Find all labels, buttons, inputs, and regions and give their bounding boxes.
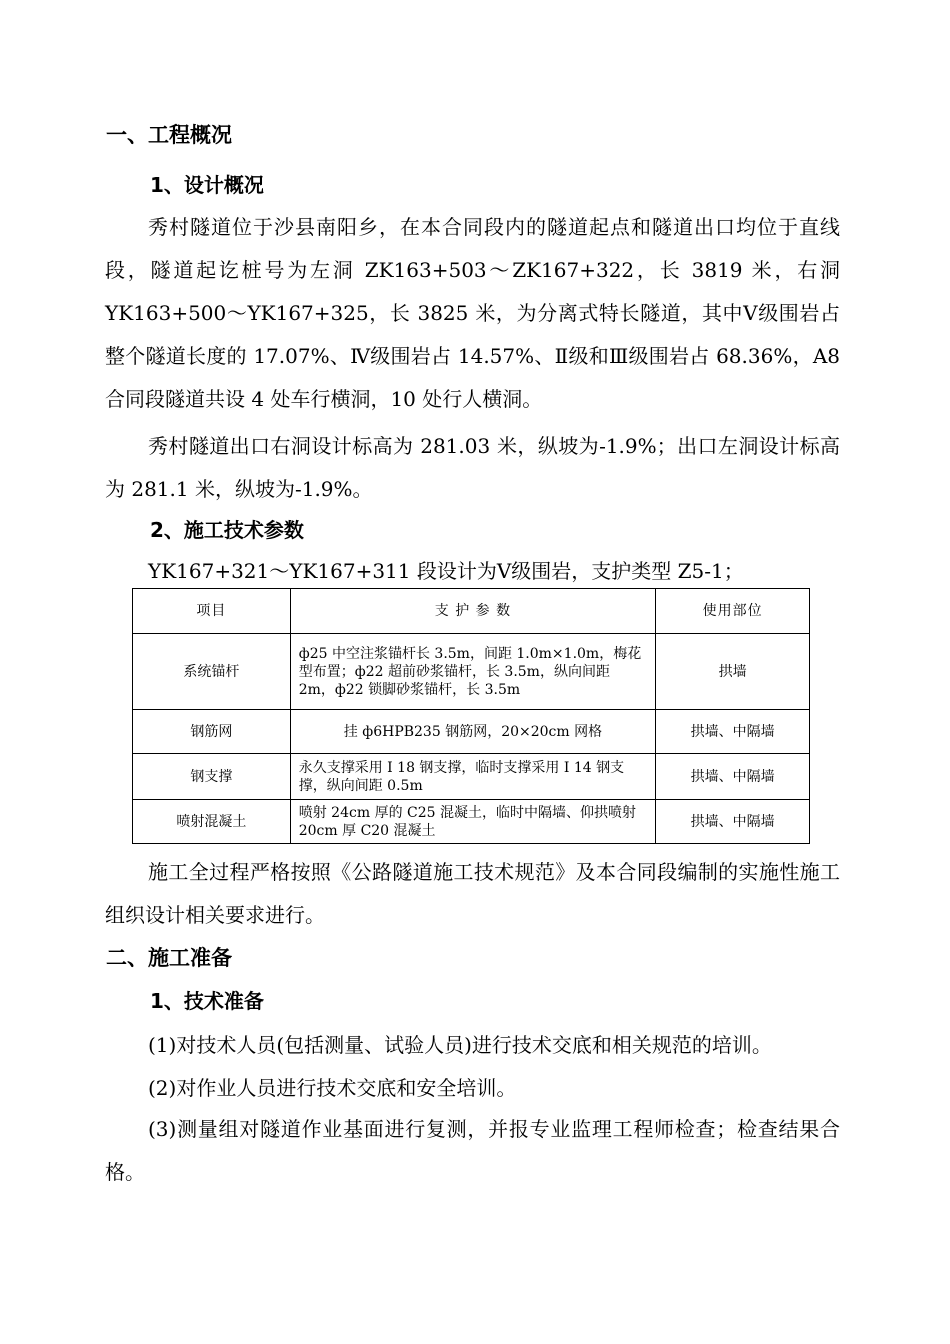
table-row [133, 710, 810, 754]
table-header-cell: 使用部位 [656, 589, 810, 634]
table-cell-location: 拱墙、中隔墙 [656, 710, 810, 754]
table-cell-location: 拱墙、中隔墙 [656, 754, 810, 800]
technical-prep-item-3: (3)测量组对隧道作业基面进行复测，并报专业监理工程师检查；检查结果合格。 [105, 1117, 840, 1184]
technical-prep-item-1: (1)对技术人员(包括测量、试验人员)进行技术交底和相关规范的培训。 [148, 1033, 772, 1057]
table-cell-params: 永久支撑采用 I 18 钢支撑，临时支撑采用 I 14 钢支撑，纵向间距 0.5m [290, 754, 655, 800]
table-cell-params: ф25 中空注浆锚杆长 3.5m，间距 1.0m×1.0m，梅花型布置；ф22 超前砂浆锚杆，长 3.5m，纵向间距 2m，ф22 锁脚砂浆锚杆，长 3.5m [290, 634, 655, 710]
design-overview-paragraph-1: 秀村隧道位于沙县南阳乡，在本合同段内的隧道起点和隧道出口均位于直线段，隧道起讫桩号为左洞 ZK163+503～ZK167+322，长 3819 米，右洞YK163+500～YK167+325，长 3825 米，为分离式特长隧道，其中Ⅴ级围岩占整个隧道长度的 17.07%、Ⅳ级围岩占 14.57%、Ⅱ级和Ⅲ级围岩占 68.36%，A8 合同段隧道共设 4 处车行横洞，10 处行人横洞。 [105, 215, 840, 411]
table-header-row [133, 589, 810, 634]
table-cell-params: 喷射 24cm 厚的 C25 混凝土，临时中隔墙、仰拱喷射 20cm 厚 C20 混凝土 [290, 800, 655, 844]
subsection-1-1-heading: 1、设计概况 [150, 173, 264, 197]
table-cell-params: 挂 ф6HPB235 钢筋网，20×20cm 网格 [290, 710, 655, 754]
support-type-line: YK167+321～YK167+311 段设计为Ⅴ级围岩，支护类型 Z5-1； [148, 559, 744, 583]
table-cell-item: 钢支撑 [133, 754, 291, 800]
table-row [133, 754, 810, 800]
table-cell-item: 喷射混凝土 [133, 800, 291, 844]
construction-standard-paragraph: 施工全过程严格按照《公路隧道施工技术规范》及本合同段编制的实施性施工组织设计相关要求进行。 [105, 860, 840, 927]
section-1-heading: 一、工程概况 [106, 123, 232, 147]
subsection-2-1-heading: 1、技术准备 [150, 989, 264, 1013]
table-cell-location: 拱墙、中隔墙 [656, 800, 810, 844]
table-header-cell: 项目 [133, 589, 291, 634]
section-2-heading: 二、施工准备 [106, 946, 232, 970]
design-overview-paragraph-2: 秀村隧道出口右洞设计标高为 281.03 米，纵坡为-1.9%；出口左洞设计标高为 281.1 米，纵坡为-1.9%。 [105, 434, 840, 501]
table-row [133, 634, 810, 710]
subsection-1-2-heading: 2、施工技术参数 [150, 518, 304, 542]
table-header-cell: 支 护 参 数 [290, 589, 655, 634]
support-parameters-table [132, 588, 810, 844]
technical-prep-item-2: (2)对作业人员进行技术交底和安全培训。 [148, 1076, 517, 1100]
table-cell-item: 系统锚杆 [133, 634, 291, 710]
table-cell-location: 拱墙 [656, 634, 810, 710]
table-row [133, 800, 810, 844]
table-cell-item: 钢筋网 [133, 710, 291, 754]
